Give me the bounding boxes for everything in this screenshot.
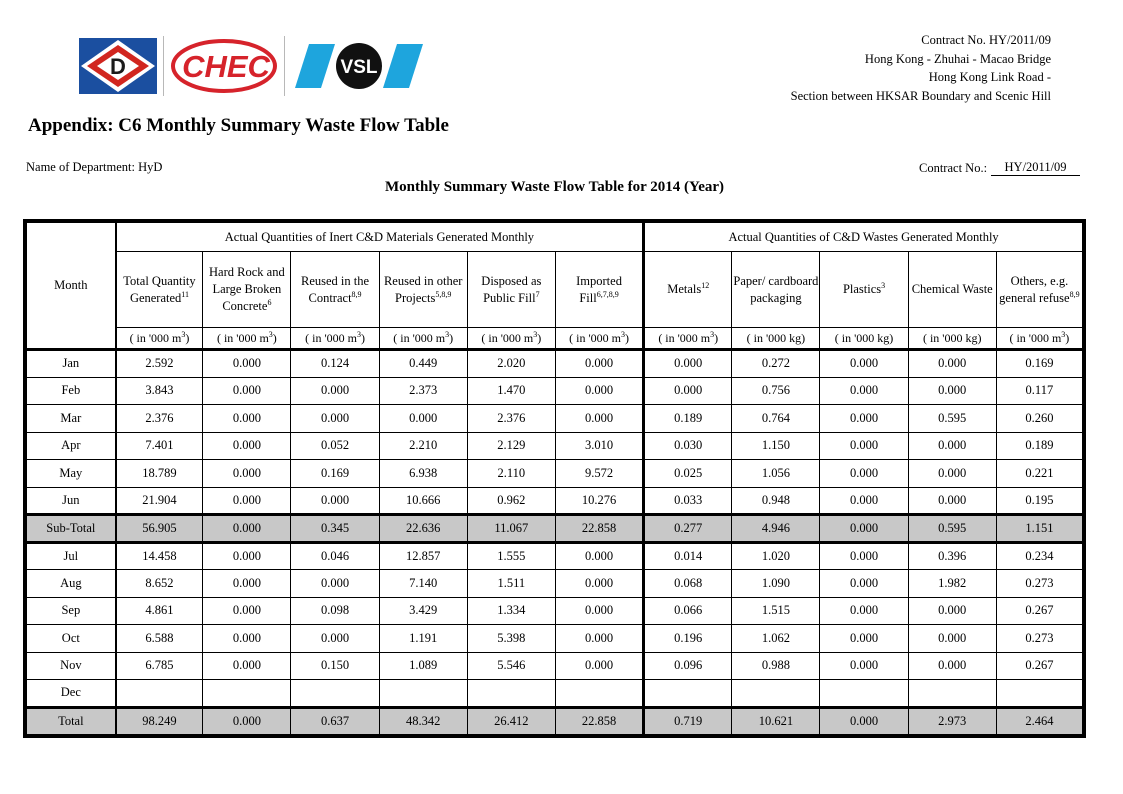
table-cell: 7.401 [116,432,203,460]
month-header: Month [27,223,116,350]
table-cell [908,680,996,708]
contract-line: Hong Kong Link Road - [928,70,1051,84]
table-cell: 5.398 [467,625,555,653]
table-cell: 0.000 [820,460,908,488]
table-cell: 0.098 [291,597,379,625]
table-cell: 0.000 [555,570,643,598]
table-cell: 0.000 [820,377,908,405]
table-cell: 0.033 [644,487,732,515]
month-label: Aug [27,570,116,598]
contract-line: Section between HKSAR Boundary and Scenic Hill [790,88,1051,103]
contract-no-value: HY/2011/09 [991,160,1080,176]
table-cell: 0.000 [203,377,291,405]
table-cell: 0.000 [820,487,908,515]
column-header: Reused in other Projects$^{5,8,9}$ [379,252,467,328]
table-cell: 10.666 [379,487,467,515]
table-cell: 0.595 [908,515,996,543]
table-cell: 0.000 [555,405,643,433]
table-cell: 0.000 [203,432,291,460]
table-cell: 2.210 [379,432,467,460]
table-cell: 6.588 [116,625,203,653]
vsl-text: VSL [340,57,378,78]
table-cell: 1.150 [732,432,820,460]
table-cell: 0.000 [379,405,467,433]
table-cell: 0.189 [644,405,732,433]
table-title: Monthly Summary Waste Flow Table for 2014 (Year) [384,179,725,195]
table-cell: 6.938 [379,460,467,488]
table-cell: 0.052 [291,432,379,460]
table-cell: 0.756 [732,377,820,405]
table-cell [467,680,555,708]
table-cell: 22.858 [555,515,643,543]
unit-label: ( in '000 $m^3$) [555,328,643,350]
unit-label: ( in '000 kg) [732,328,820,350]
unit-label: ( in '000 $m^3$) [116,328,203,350]
table-cell: 1.191 [379,625,467,653]
table-cell: 1.062 [732,625,820,653]
table-cell: 0.014 [644,542,732,570]
table-cell: 0.196 [644,625,732,653]
table-cell: 0.000 [644,377,732,405]
table-row [27,597,1083,625]
table-cell: 0.000 [644,350,732,378]
table-row [27,625,1083,653]
table-cell: 0.096 [644,652,732,680]
table-cell: 1.020 [732,542,820,570]
table-cell: 5.546 [467,652,555,680]
table-cell [996,680,1082,708]
table-cell: 0.000 [203,542,291,570]
chec-logo [170,38,278,94]
month-label: Oct [27,625,116,653]
table-cell: 0.000 [203,707,291,735]
table-cell: 0.000 [820,405,908,433]
table-cell: 0.169 [291,460,379,488]
unit-label: ( in '000 $m^3$) [644,328,732,350]
table-cell: 3.429 [379,597,467,625]
unit-label: ( in '000 $m^3$) [467,328,555,350]
table-cell: 3.843 [116,377,203,405]
table-cell: 0.595 [908,405,996,433]
table-cell [203,680,291,708]
table-cell: 2.376 [116,405,203,433]
table-cell [820,680,908,708]
table-cell: 0.273 [996,570,1082,598]
table-cell: 0.221 [996,460,1082,488]
table-cell: 0.000 [291,377,379,405]
table-cell: 0.396 [908,542,996,570]
table-cell [379,680,467,708]
unit-label: ( in '000 $m^3$) [996,328,1082,350]
table-cell: 1.334 [467,597,555,625]
table-row [27,487,1083,515]
logo-divider [163,36,164,96]
table-cell: 0.000 [555,652,643,680]
table-cell: 21.904 [116,487,203,515]
table-row [27,350,1083,378]
table-cell: 0.025 [644,460,732,488]
table-cell: 0.150 [291,652,379,680]
table-cell: 0.988 [732,652,820,680]
month-label: Jul [27,542,116,570]
table-cell [555,680,643,708]
table-cell: 0.066 [644,597,732,625]
column-header: Total Quantity Generated$^{11}$ [116,252,203,328]
group-header-inert: Actual Quantities of Inert C&D Materials Generated Monthly [116,223,644,252]
chec-text: CHEC [182,49,270,84]
table-cell: 0.449 [379,350,467,378]
table-row [27,377,1083,405]
month-label: Nov [27,652,116,680]
table-cell: 0.000 [203,515,291,543]
table-cell [116,680,203,708]
table-cell: 0.000 [203,460,291,488]
unit-label: ( in '000 kg) [820,328,908,350]
table-row [27,432,1083,460]
table-cell: 0.000 [203,487,291,515]
table-cell: 0.169 [996,350,1082,378]
table-cell: 0.962 [467,487,555,515]
unit-label: ( in '000 $m^3$) [379,328,467,350]
column-header: Imported Fill$^{6,7,8,9}$ [555,252,643,328]
table-cell: 1.511 [467,570,555,598]
unit-label: ( in '000 $m^3$) [291,328,379,350]
table-cell: 2.373 [379,377,467,405]
table-cell: 0.000 [291,487,379,515]
table-cell: 0.000 [203,570,291,598]
month-label: Total [27,707,116,735]
table-cell: 0.764 [732,405,820,433]
month-label: Jan [27,350,116,378]
contract-no-label: Contract No.: [919,161,988,175]
column-header: Metals$^{12}$ [644,252,732,328]
table-cell: 2.110 [467,460,555,488]
table-cell: 0.000 [820,707,908,735]
table-row [27,542,1083,570]
table-cell: 0.046 [291,542,379,570]
month-label: Apr [27,432,116,460]
month-label: Jun [27,487,116,515]
table-cell: 0.117 [996,377,1082,405]
table-cell: 18.789 [116,460,203,488]
subtotal-row [27,515,1083,543]
table-cell: 1.090 [732,570,820,598]
table-cell: 0.000 [291,405,379,433]
table-cell: 1.515 [732,597,820,625]
unit-label: ( in '000 $m^3$) [203,328,291,350]
dragages-logo [79,38,157,94]
table-cell: 0.000 [555,597,643,625]
month-label: Mar [27,405,116,433]
table-cell: 26.412 [467,707,555,735]
column-header: Hard Rock and Large Broken Concrete$^6$ [203,252,291,328]
table-cell: 7.140 [379,570,467,598]
table-cell: 10.621 [732,707,820,735]
table-cell: 2.376 [467,405,555,433]
column-header: Paper/ cardboard packaging [732,252,820,328]
table-row [27,460,1083,488]
table-cell: 1.555 [467,542,555,570]
table-cell: 0.000 [908,625,996,653]
department-name: Name of Department: HyD [26,160,163,174]
column-header: Disposed as Public Fill$^7$ [467,252,555,328]
table-cell: 0.000 [203,652,291,680]
table-cell: 0.000 [555,350,643,378]
table-cell: 0.273 [996,625,1082,653]
table-cell: 48.342 [379,707,467,735]
column-header: Chemical Waste [908,252,996,328]
table-cell: 0.260 [996,405,1082,433]
table-cell: 0.000 [291,570,379,598]
total-row [27,707,1083,735]
table-cell: 9.572 [555,460,643,488]
table-cell: 0.000 [908,377,996,405]
table-cell: 4.946 [732,515,820,543]
table-cell: 2.973 [908,707,996,735]
table-cell: 0.000 [291,625,379,653]
table-cell: 98.249 [116,707,203,735]
column-header: Others, e.g. general refuse$^{8,9}$ [996,252,1082,328]
table-cell: 1.151 [996,515,1082,543]
table-cell: 0.000 [908,460,996,488]
table-cell: 0.000 [820,350,908,378]
table-cell: 2.592 [116,350,203,378]
table-cell: 56.905 [116,515,203,543]
table-cell: 0.000 [820,432,908,460]
month-label: Dec [27,680,116,708]
table-cell: 0.267 [996,597,1082,625]
table-cell: 0.000 [820,515,908,543]
table-cell: 0.195 [996,487,1082,515]
table-cell: 0.000 [908,487,996,515]
table-cell: 0.000 [203,597,291,625]
table-cell: 0.000 [203,405,291,433]
table-cell: 0.000 [908,350,996,378]
table-cell: 14.458 [116,542,203,570]
table-cell: 22.858 [555,707,643,735]
table-cell: 22.636 [379,515,467,543]
table-cell: 0.000 [908,432,996,460]
table-cell: 2.464 [996,707,1082,735]
table-cell: 6.785 [116,652,203,680]
contract-line: Contract No. HY/2011/09 [921,33,1051,47]
table-cell: 0.000 [203,625,291,653]
table-cell: 0.345 [291,515,379,543]
table-cell: 11.067 [467,515,555,543]
table-cell: 3.010 [555,432,643,460]
month-label: May [27,460,116,488]
contract-no-field [919,160,1080,176]
table-cell: 0.000 [820,542,908,570]
table-cell [644,680,732,708]
table-cell: 12.857 [379,542,467,570]
table-cell: 0.189 [996,432,1082,460]
vsl-logo [295,38,423,94]
table-cell: 0.272 [732,350,820,378]
waste-flow-table [23,219,1086,738]
table-cell: 0.000 [820,597,908,625]
table-cell: 0.000 [908,597,996,625]
table-cell: 0.030 [644,432,732,460]
unit-label: ( in '000 kg) [908,328,996,350]
company-logos [79,38,423,94]
table-cell: 0.000 [820,625,908,653]
table-cell: 0.000 [908,652,996,680]
appendix-title: Appendix: C6 Monthly Summary Waste Flow Table [28,115,449,136]
table-cell: 0.948 [732,487,820,515]
contract-line: Hong Kong - Zhuhai - Macao Bridge [864,51,1051,66]
column-header: Reused in the Contract$^{8,9}$ [291,252,379,328]
table-cell: 0.000 [555,542,643,570]
table-cell: 0.124 [291,350,379,378]
table-cell: 0.000 [555,377,643,405]
table-cell [291,680,379,708]
table-cell: 0.277 [644,515,732,543]
table-row [27,570,1083,598]
table-cell: 0.267 [996,652,1082,680]
table-cell: 4.861 [116,597,203,625]
table-cell: 0.000 [820,652,908,680]
column-header: Plastics$^3$ [820,252,908,328]
table-cell: 0.000 [820,570,908,598]
table-cell [732,680,820,708]
table-cell: 1.470 [467,377,555,405]
table-cell: 0.068 [644,570,732,598]
table-cell: 1.982 [908,570,996,598]
table-row [27,680,1083,708]
table-cell: 1.089 [379,652,467,680]
table-cell: 0.719 [644,707,732,735]
table-cell: 0.234 [996,542,1082,570]
table-cell: 0.000 [203,350,291,378]
table-cell: 8.652 [116,570,203,598]
d-letter: D [110,54,126,79]
table-row [27,652,1083,680]
month-label: Sub-Total [27,515,116,543]
table-cell: 0.637 [291,707,379,735]
table-cell: 2.020 [467,350,555,378]
table-cell: 0.000 [555,625,643,653]
logo-divider [284,36,285,96]
table-cell: 2.129 [467,432,555,460]
month-label: Feb [27,377,116,405]
table-cell: 1.056 [732,460,820,488]
group-header-cd-wastes: Actual Quantities of C&D Wastes Generated Monthly [644,223,1083,252]
table-cell: 10.276 [555,487,643,515]
table-row [27,405,1083,433]
month-label: Sep [27,597,116,625]
contract-info [791,31,1051,105]
